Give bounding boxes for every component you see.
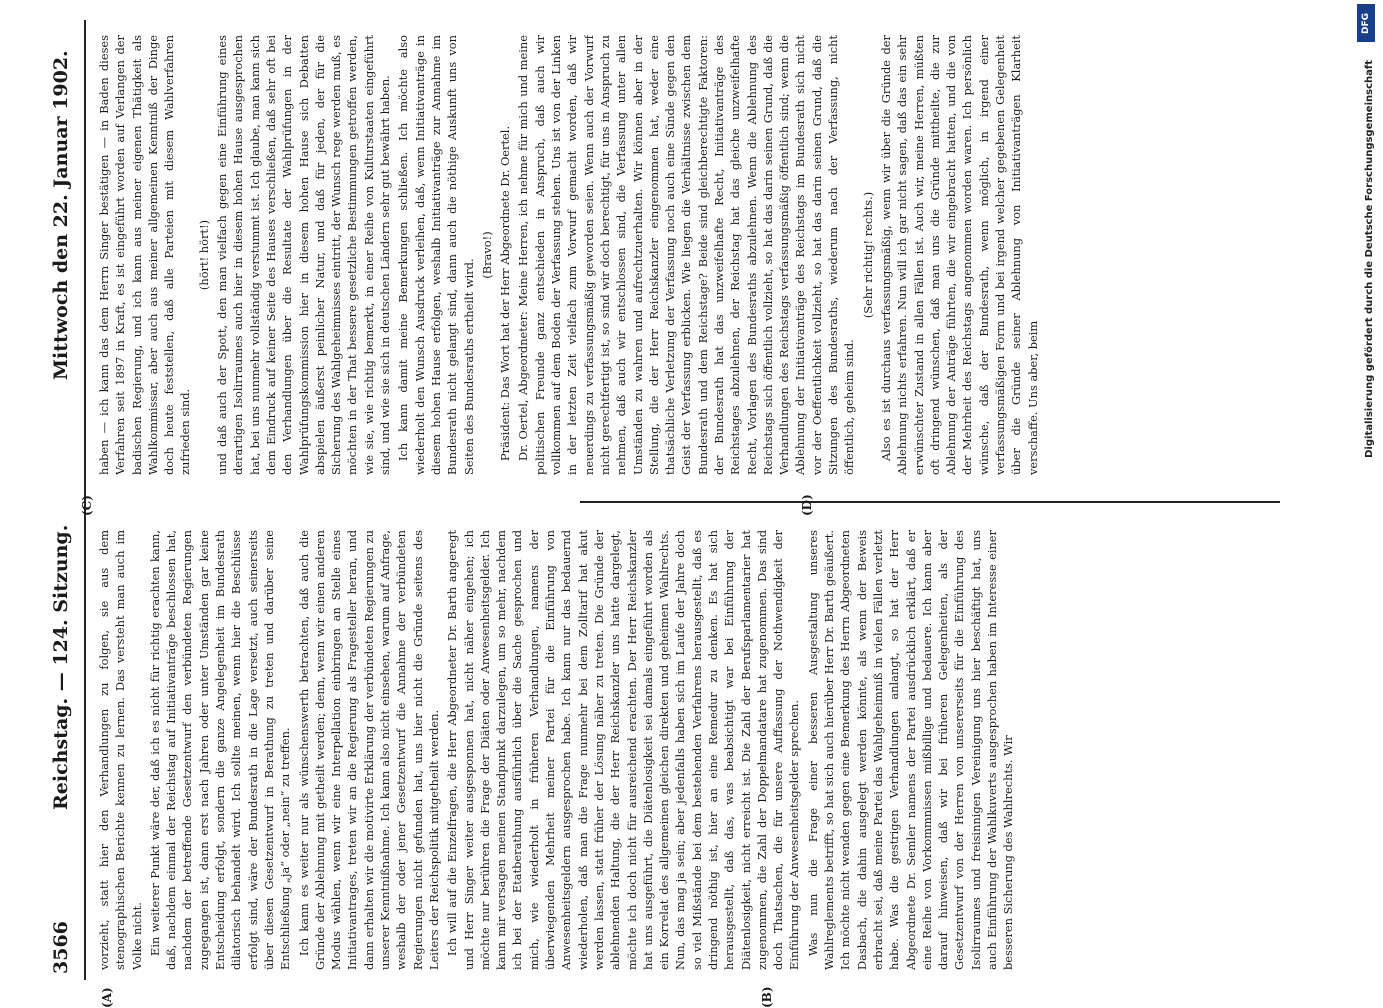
paragraph: Dr. Oertel, Abgeordneter: Meine Herren, ich nehme für mich und meine politischen Freunde ganz entschieden in Anspruch, daß auch wir vollkommen auf dem Boden der Verfassung stehen. Uns ist von der Linken in der letzten Zeit vielfach zum Vorwurf gemacht worden, daß wir neuerdings zu verfassungsmäßig geworden seien. Wenn auch der Vorwurf nicht gerechtfertigt ist, so sind wir doch berechtigt, für uns in Anspruch zu nehmen, daß auch wir entschlossen sind, die Verfassung unter allen Umständen zu wahren und aufrechtzuerhalten. Wir können aber in der Stellung, die der Herr Reichskanzler eingenommen hat, weder eine thatsächliche Verletzung der Verfassung noch auch eine Sünde gegen den Geist der Verfassung erblicken. Wie liegen die Verhältnisse zwischen dem Bundesrath und dem Reichstage? Beide sind gleichberechtigte Faktoren: der Bundesrath hat das unzweifelhafte Recht, Initiativanträge des Reichstages abzulehnen, der Reichstag hat das gleiche unzweifelhafte Recht, Vorlagen des Bundesraths abzulehnen. Wenn die Ablehnung des Reichstags sich öffentlich vollzieht, so hat das darin seinen Grund, daß die Verhandlungen des Reichstags verfassungsmäßig öffentlich sind; wenn die Ablehnung der Initiativanträge des Reichstags im Bundesrath sich nicht vor der Oeffentlichkeit vollzieht, so hat das darin seinen Grund, daß die Sitzungen des Bundesraths, wiederum nach der Verfassung, nicht öffentlich, geheim sind. (515, 35, 857, 475)
right-column (96, 35, 1326, 475)
margin-marker-c: (C) (80, 495, 94, 516)
paragraph: und daß auch der Spott, den man vielfach gegen eine Einführung eines derartigen Isolirraumes auch hier in diesem hohen Hause ausgesprochen hat, bei uns nunmehr vollständig verstummt ist. Ich glaube, man kann sich dem Eindruck auf keiner Seite des Hauses verschließen, daß sehr oft bei den Verhandlungen über die Resultate der Wahlprüfungen in der Wahlprüfungskommission hier in diesem hohen Hause sich Debatten abspielen äußerst peinlicher Natur, und daß für jeden, der für die Sicherung des Wahlgeheimnisses eintritt, der Wunsch rege werden muß, es möchten in der That bessere gesetzliche Bestimmungen getroffen werden, wie sie, wie richtig bemerkt, in einer Reihe von Kulturstaaten eingeführt sind, und wie sie sich in deutschen Ländern sehr gut bewährt haben. (214, 35, 393, 475)
margin-marker-d: (D) (800, 494, 814, 516)
paragraph: Was nun die Frage einer besseren Ausgestaltung unseres Wahlreglements betrifft, so hat sich auch hierüber Herr Dr. Barth geäußert. Ich möchte nicht wenden gegen eine Bemerkung des Herrn Abgeordneten Dasbach, die dahin ausgelegt werden könnte, als wenn der Beweis erbracht sei, daß meine Partei das Wahlgeheimniß in vielen Fällen verletzt habe. Was die gestrigen Verhandlungen anlangt, so hat der Herr Abgeordnete Dr. Semler namens der Partei ausdrücklich erklärt, daß er eine Reihe von Vorkommnissen mißbillige und bedauere. Ich kann aber darauf hinweisen, daß wir bei früheren Gelegenheiten, als der Gesetzentwurf von der Herren von unsererseits für die Einführung des Isolirraumes und freisinnigen Vereinigung uns hier beschäftigt hat, uns auch Einführung der Wahlkuverts ausgesprochen haben im Interesse einer besseren Sicherung des Wahlrechts. Wir (805, 530, 1017, 970)
margin-marker-b: (B) (760, 987, 774, 1008)
paragraph: Ich will auf die Einzelfragen, die Herr Abgeordneter Dr. Barth angeregt und Herr Singer weiter ausgesponnen hat, nicht näher eingehen; ich möchte nur berühren die Frage der Diäten oder Anwesenheitsgelder. Ich kann mir versagen meinen Standpunkt darzulegen, um so mehr, nachdem ich bei der Etatberathung ausführlich über die Sache gesprochen und mich, wie wiederholt in früheren Verhandlungen, namens der überwiegenden Mehrheit meiner Partei für die Einführung von Anwesenheitsgeldern ausgesprochen habe. Ich kann nur das bedauernd wiederholen, daß man die Frage nunmehr bei dem Zolltarif hat akut werden lassen, statt früher der Lösung näher zu treten. Die Gründe der ablehnenden Haltung, die der Herr Reichskanzler uns hatte dargelegt, möchte ich doch nicht für ausreichend erachten. Der Herr Reichskanzler hat uns ausgeführt, die Diätenlosigkeit sei damals eingeführt worden als ein Korrelat des allgemeinen gleichen direkten und geheimen Wahlrechts. Nun, das mag ja sein; aber jedenfalls haben sich im Laufe der Jahre doch so viel Mißstände bei dem bestehenden Verfahrens herausgestellt, daß es dringend nöthig ist, hier an eine Remedur zu denken. Es hat sich herausgestellt, daß das, was beabsichtigt war bei Einführung der Diätenlosigkeit, nicht erreicht ist. Die Zahl der Berufsparlamentarier hat zugenommen, die Zahl der Doppelmandatare hat zugenommen. Das sind doch Thatsachen, die für unsere Auffassung der Nothwendigkeit der Einführung der Anwesenheitsgelder sprechen. (444, 530, 803, 970)
column-divider (580, 501, 1280, 503)
paragraph: haben — ich kann das dem Herrn Singer bestätigen — in Baden dieses Verfahren seit 1897 in Kraft, es ist eingeführt worden auf Verlangen der badischen Regierung, und ich kann aus meiner eigenen Thätigkeit als Wahlkommissar, aber auch aus meiner allgemeinen Kenntniß der Dinge doch heute feststellen, daß alle Parteien mit diesem Wahlverfahren zufrieden sind. (96, 35, 194, 475)
dfg-logo: DFG (1357, 4, 1375, 42)
header-date: Mittwoch den 22. Januar 1902. (50, 50, 72, 380)
dfg-credit-text: Digitalisierung gefördert durch die Deutsche Forschungsgemeinschaft (1364, 60, 1375, 458)
left-column (96, 530, 1326, 970)
paragraph: Ein weiterer Punkt wäre der, daß ich es nicht für richtig erachten kann, daß, nachdem einmal der Reichstag auf Initiativanträge beschlossen hat, nachdem der betreffende Gesetzentwurf den verbündeten Regierungen zugegangen ist, dann erst nach Jahren oder unter Umständen gar keine Entscheidung erfolgt, sondern die ganze Angelegenheit im Bundesrath dilatorisch behandelt wird. Ich sollte meinen, wenn hier die Beschlüsse erfolgt sind, wäre der Bundesrath in die Lage versetzt, auch seinerseits über diesen Gesetzentwurf in Berathung zu treten und darüber seine Entschließung „ja“ oder „nein“ zu treffen. (147, 530, 294, 970)
digitization-footer (1351, 0, 1377, 1000)
paragraph: vorzieht, statt hier den Verhandlungen zu folgen, sie aus dem stenographischen Berichte kennen zu lernen. Das versteht man auch im Volke nicht. (96, 530, 145, 970)
margin-marker-a: (A) (100, 987, 114, 1008)
interjection: (Sehr richtig! rechts.) (860, 35, 876, 475)
page-number: 3566 (50, 921, 72, 974)
paragraph: Ich kann es weiter nur als wünschenswerth betrachten, daß auch die Gründe der Ablehnung mit getheilt werden; denn, wenn wir einen anderen Modus wählen, wenn wir eine Interpellation einbringen an Stelle eines Initiativantrages, treten wir an die Regierung als Fragesteller heran, und dann erhalten wir die motivirte Erklärung der verbündeten Regierungen zu unserer Kenntnißnahme. Ich kann also nicht einsehen, warum auf Anfrage, weshalb der oder jener Gesetzentwurf die Annahme der verbündeten Regierungen nicht gefunden hat, uns hier nicht die Gründe seitens des Leiters der Reichspolitik mitgetheilt werden. (296, 530, 443, 970)
document-page (40, 20, 1340, 980)
paragraph: Also es ist durchaus verfassungsmäßig, wenn wir über die Gründe der Ablehnung nichts erfahren. Nun will ich gar nicht sagen, daß das ein sehr erwünschter Zustand in allen Fällen ist. Auch wir, meine Herren, müßten oft dringend wünschen, daß man uns die Gründe mittheilte, die zur Ablehnung der Anträge führten, die wir eingebracht hatten, und die von der Mehrheit des Reichstags angenommen worden waren. Ich persönlich wünsche, daß der Bundesrath, wenn möglich, in irgend einer verfassungsmäßigen Form und bei irgend welcher gegebenen Gelegenheit über die Gründe seiner Ablehnung von Initiativanträgen Klarheit verschaffe. Uns aber, beim (878, 35, 1041, 475)
paragraph: Präsident: Das Wort hat der Herr Abgeordnete Dr. Oertel. (497, 35, 513, 475)
paragraph: Ich kann damit meine Bemerkungen schließen. Ich möchte also wiederholt den Wunsch Ausdruck verleihen, daß, wenn Initiativanträge in diesem hohen Hause erfolgen, weshalb Initiativanträge zur Annahme im Bundesrath nicht gelangt sind, dann auch die nöthige Auskunft uns von Seiten des Bundesraths ertheilt wird. (395, 35, 476, 475)
header-session-title: Reichstag. — 124. Sitzung. (50, 525, 72, 810)
interjection: (Bravo!) (479, 35, 495, 475)
interjection: (hört! hört!) (196, 35, 212, 475)
